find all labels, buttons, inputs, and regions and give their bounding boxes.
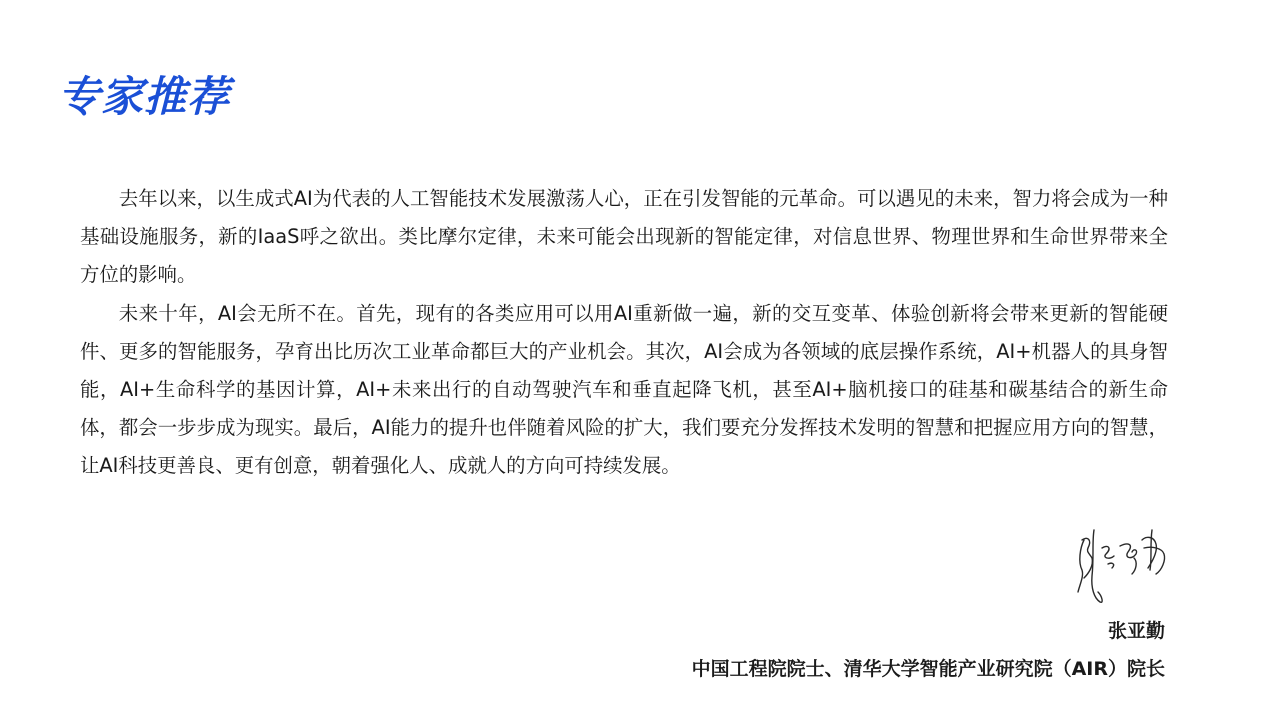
paragraph-2: 未来十年，AI会无所不在。首先，现有的各类应用可以用AI重新做一遍，新的交互变革、体验创新将会带来更新的智能硬件、更多的智能服务，孕育出比历次工业革命都巨大的产业机会。其次，AI会成为各领域的底层操作系统，AI+机器人的具身智能，AI+生命科学的基因计算，AI+未来出行的自动驾驶汽车和垂直起降飞机，甚至AI+脑机接口的硅基和碳基结合的新生命体，都会一步步成为现实。最后，AI能力的提升也伴随着风险的扩大，我们要充分发挥技术发明的智慧和把握应用方向的智慧，让AI科技更善良、更有创意，朝着强化人、成就人的方向可持续发展。 <box>80 301 1168 478</box>
handwritten-signature <box>1072 518 1172 606</box>
recommendation-body <box>80 180 1168 486</box>
author-title: 中国工程院院士、清华大学智能产业研究院（AIR）院长 <box>691 658 1165 680</box>
author-name: 张亚勤 <box>1107 620 1165 642</box>
page-title: 专家推荐 <box>58 72 231 121</box>
paragraph-1: 去年以来，以生成式AI为代表的人工智能技术发展激荡人心，正在引发智能的元革命。可以遇见的未来，智力将会成为一种基础设施服务，新的IaaS呼之欲出。类比摩尔定律，未来可能会出现新的智能定律，对信息世界、物理世界和生命世界带来全方位的影响。 <box>80 187 1168 287</box>
